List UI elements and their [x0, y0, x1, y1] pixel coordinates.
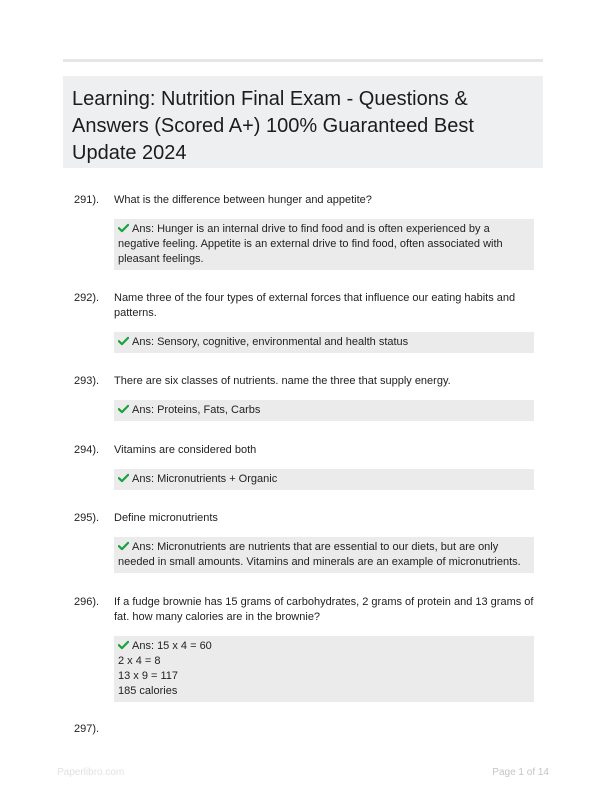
question-text: What is the difference between hunger and appetite?: [114, 194, 372, 206]
answer-text: 185 calories: [118, 685, 178, 697]
question-item: [74, 511, 544, 573]
answer-text: Ans: Hunger is an internal drive to find food and is often experienced by a negative feeling. Appetite is an external drive to find food, often associated with pleasant feelings.: [118, 223, 506, 265]
question-item: [74, 374, 544, 421]
question-text: There are six classes of nutrients. name the three that supply energy.: [114, 375, 451, 387]
answer-text: Ans: Micronutrients are nutrients that are essential to our diets, but are only needed in small amounts. Vitamins and minerals are an example of micronutrients.: [118, 541, 521, 568]
answer-line: [118, 472, 528, 487]
answer-box: [114, 469, 534, 490]
answer-line: [118, 222, 528, 267]
answer-text: Ans: Micronutrients + Organic: [132, 473, 278, 485]
checkmark-icon: [118, 541, 129, 551]
top-divider: [63, 59, 543, 62]
question-item: [74, 291, 544, 353]
answer-text: Ans: Sensory, cognitive, environmental and health status: [132, 336, 409, 348]
checkmark-icon: [118, 640, 129, 650]
question-item: [74, 193, 544, 270]
answer-box: [114, 400, 534, 421]
footer-watermark: Paperlibro.com: [57, 767, 125, 778]
checkmark-icon: [118, 223, 129, 233]
question-number: 295).: [74, 512, 100, 524]
answer-line: [118, 654, 528, 669]
question-item: [74, 595, 544, 702]
answer-text: Ans: 15 x 4 = 60: [132, 640, 212, 652]
question-number: 291).: [74, 194, 100, 206]
question-text: Define micronutrients: [114, 512, 218, 524]
question-text: Vitamins are considered both: [114, 444, 257, 456]
answer-line: [118, 639, 528, 654]
question-item: [74, 443, 544, 490]
answer-box: [114, 537, 534, 573]
answer-line: [118, 684, 528, 699]
checkmark-icon: [118, 336, 129, 346]
answer-line: [118, 335, 528, 350]
question-number: 294).: [74, 444, 100, 456]
checkmark-icon: [118, 404, 129, 414]
question-number: 293).: [74, 375, 100, 387]
title-banner: [63, 76, 543, 168]
answer-box: [114, 636, 534, 702]
answer-line: [118, 669, 528, 684]
question-text: If a fudge brownie has 15 grams of carbohydrates, 2 grams of protein and 13 grams of fat. how many calories are in the brownie?: [114, 596, 534, 623]
answer-text: Ans: Proteins, Fats, Carbs: [132, 404, 261, 416]
question-text: Name three of the four types of external forces that influence our eating habits and patterns.: [114, 292, 516, 319]
answer-text: 2 x 4 = 8: [118, 655, 161, 667]
answer-line: [118, 540, 528, 570]
page-title: Learning: Nutrition Final Exam - Questions & Answers (Scored A+) 100% Guaranteed Best Update 2024: [72, 88, 474, 164]
question-number: 296).: [74, 596, 100, 608]
checkmark-icon: [118, 473, 129, 483]
page-indicator: Page 1 of 14: [492, 767, 549, 778]
answer-box: [114, 219, 534, 270]
answer-line: [118, 403, 528, 418]
answer-text: 13 x 9 = 117: [118, 670, 179, 682]
answer-box: [114, 332, 534, 353]
question-number: 292).: [74, 292, 100, 304]
question-number: 297).: [74, 723, 100, 735]
